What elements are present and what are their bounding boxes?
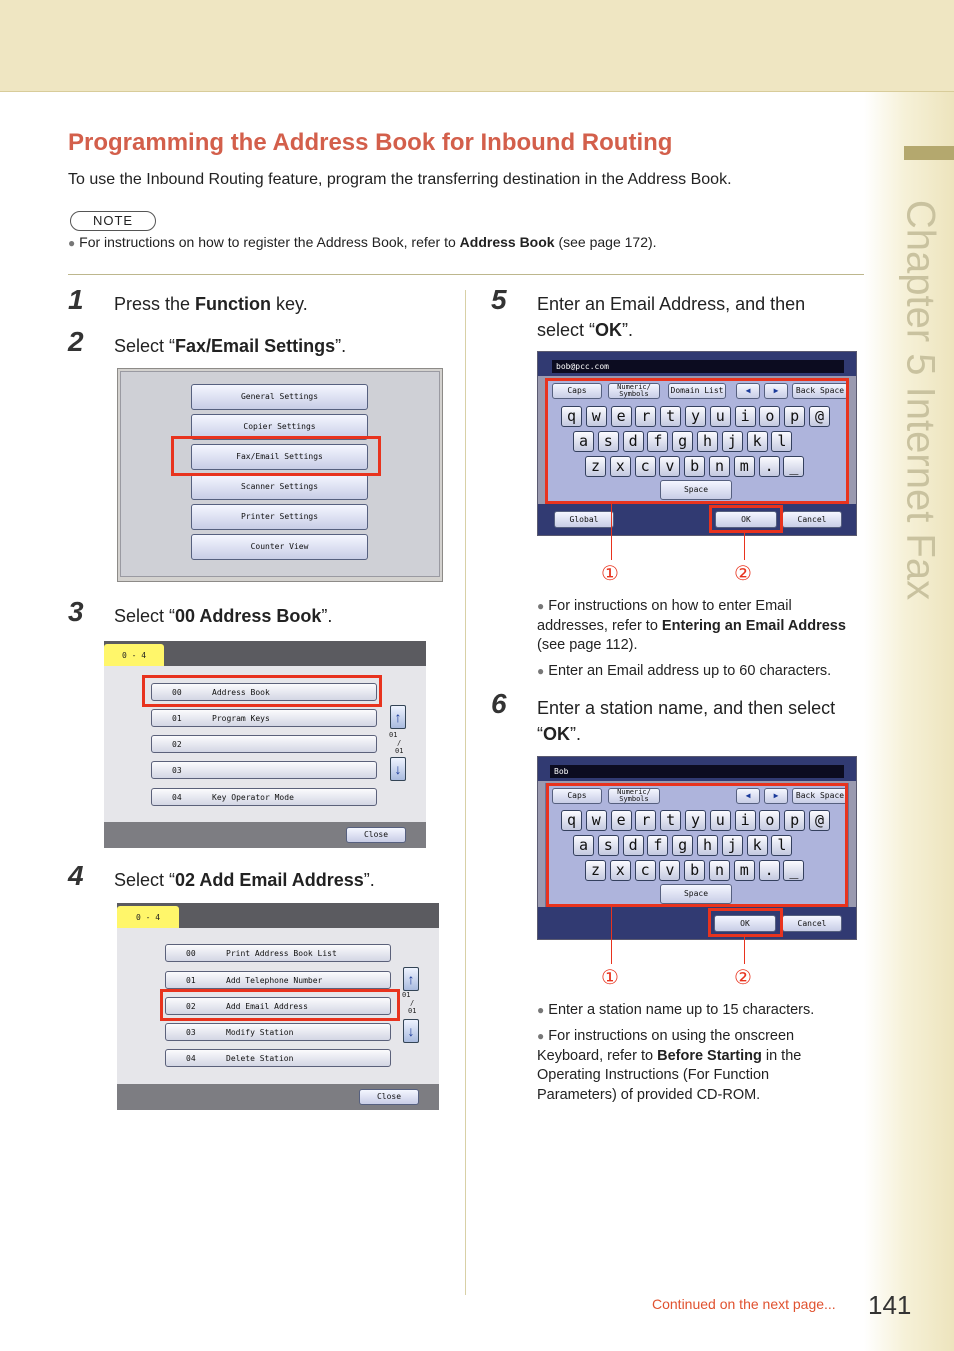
key-l[interactable]: l	[771, 835, 792, 856]
key-h[interactable]: h	[697, 835, 718, 856]
key-underscore[interactable]: _	[783, 860, 804, 881]
step-text: Select “Fax/Email Settings”.	[114, 336, 347, 356]
key-m[interactable]: m	[734, 860, 755, 881]
key-at[interactable]: @	[809, 810, 830, 831]
key-b[interactable]: b	[684, 456, 705, 477]
key-v[interactable]: v	[659, 860, 680, 881]
right-arrow-icon[interactable]: ▶	[764, 383, 788, 399]
key-u[interactable]: u	[710, 406, 731, 427]
key-j[interactable]: j	[722, 835, 743, 856]
key-r[interactable]: r	[635, 406, 656, 427]
domain-list-button[interactable]: Domain List	[668, 383, 726, 399]
highlight-box	[142, 675, 382, 707]
list-item[interactable]: 02 Add Email Address	[165, 997, 391, 1015]
space-button[interactable]: Space	[660, 884, 732, 904]
key-period[interactable]: .	[759, 860, 780, 881]
key-p[interactable]: p	[784, 406, 805, 427]
list-item[interactable]: 00 Address Book	[151, 683, 377, 701]
key-g[interactable]: g	[672, 835, 693, 856]
key-w[interactable]: w	[586, 810, 607, 831]
range-tab[interactable]: 0 - 4	[117, 906, 179, 928]
highlight-box	[709, 505, 783, 533]
key-at[interactable]: @	[809, 406, 830, 427]
key-s[interactable]: s	[598, 835, 619, 856]
scroll-up-icon[interactable]: ↑	[403, 967, 419, 991]
menu-counter-view[interactable]: Counter View	[191, 534, 368, 560]
step-number: 1	[68, 284, 84, 315]
key-f[interactable]: f	[647, 835, 668, 856]
step-number: 4	[68, 860, 84, 891]
key-w[interactable]: w	[586, 406, 607, 427]
cancel-button[interactable]: Cancel	[782, 915, 842, 932]
key-e[interactable]: e	[611, 406, 632, 427]
callout-1: ①	[601, 563, 619, 585]
page-number: 141	[868, 1290, 912, 1320]
key-i[interactable]: i	[735, 810, 756, 831]
list-item[interactable]: 03 Modify Station	[165, 1023, 391, 1041]
callout-line	[744, 936, 745, 964]
list-item[interactable]: 02	[151, 735, 377, 753]
scroll-up-icon[interactable]: ↑	[390, 705, 406, 729]
key-y[interactable]: y	[685, 810, 706, 831]
key-l[interactable]: l	[771, 431, 792, 452]
key-z[interactable]: z	[585, 860, 606, 881]
menu-fax-email-settings[interactable]: Fax/Email Settings	[191, 444, 368, 470]
station-name-input[interactable]: Bob	[550, 765, 844, 778]
function-menu-screenshot	[117, 368, 443, 582]
step-text: Select “00 Address Book”.	[114, 606, 333, 626]
chapter-tab-marker	[904, 146, 954, 160]
list-item[interactable]: 04 Delete Station	[165, 1049, 391, 1067]
key-k[interactable]: k	[747, 431, 768, 452]
note-text: ● For instructions on how to register the Address Book, refer to Address Book (see page 172).	[68, 234, 657, 250]
step-number: 2	[68, 326, 84, 357]
key-n[interactable]: n	[709, 860, 730, 881]
scroll-down-icon[interactable]: ↓	[390, 757, 406, 781]
note-item: ● For instructions on how to enter Email addresses, refer to Entering an Email Address (see page 112).	[537, 598, 846, 653]
caps-button[interactable]: Caps	[552, 383, 602, 399]
step-text: Enter a station name, and then select “OK”.	[537, 698, 836, 744]
continued-note: Continued on the next page...	[652, 1296, 836, 1312]
list-item[interactable]: 00 Print Address Book List	[165, 944, 391, 962]
backspace-button[interactable]: Back Space	[792, 383, 848, 399]
intro-text: To use the Inbound Routing feature, program the transferring destination in the Address Book.	[68, 171, 732, 188]
key-i[interactable]: i	[735, 406, 756, 427]
key-q[interactable]: q	[561, 406, 582, 427]
step-text: Select “02 Add Email Address”.	[114, 870, 375, 890]
note-item: ● Enter an Email address up to 60 characters.	[537, 663, 832, 679]
step-number: 5	[491, 284, 507, 315]
list-item[interactable]: 01 Add Telephone Number	[165, 971, 391, 989]
menu-printer-settings[interactable]: Printer Settings	[191, 504, 368, 530]
right-arrow-icon[interactable]: ▶	[764, 788, 788, 804]
key-f[interactable]: f	[647, 431, 668, 452]
fax-email-settings-screenshot: 0 - 4 00 Address Book 01 Program Keys 02 03 04 Key Operator Mode ↑ 01 / 01 ↓ Close	[104, 641, 426, 848]
numeric-symbols-button[interactable]: Numeric/ Symbols	[608, 383, 660, 399]
callout-2: ②	[734, 967, 752, 989]
section-title: Programming the Address Book for Inbound Routing	[68, 129, 673, 156]
list-item[interactable]: 03	[151, 761, 377, 779]
key-u[interactable]: u	[710, 810, 731, 831]
key-r[interactable]: r	[635, 810, 656, 831]
highlight-box	[171, 436, 381, 476]
global-button[interactable]: Global	[554, 511, 614, 528]
step-number: 3	[68, 596, 84, 627]
left-arrow-icon[interactable]: ◀	[736, 383, 760, 399]
step-text: Enter an Email Address, and then select “OK”.	[537, 294, 806, 340]
step-number: 6	[491, 688, 507, 719]
divider	[68, 274, 864, 275]
note-item: ● For instructions on using the onscreen Keyboard, refer to Before Starting in the Operating Instructions (For Function Parameters) of provided CD-ROM.	[537, 1028, 802, 1103]
email-keyboard-screenshot	[537, 351, 857, 536]
key-c[interactable]: c	[635, 860, 656, 881]
callout-line	[611, 502, 612, 560]
callout-1: ①	[601, 967, 619, 989]
caps-button[interactable]: Caps	[552, 788, 602, 804]
highlight-box	[160, 989, 400, 1021]
key-a[interactable]: a	[573, 835, 594, 856]
station-keyboard-screenshot	[537, 756, 857, 940]
key-x[interactable]: x	[610, 456, 631, 477]
bullet-icon: ●	[68, 236, 76, 250]
cancel-button[interactable]: Cancel	[782, 511, 842, 528]
menu-general-settings[interactable]: General Settings	[191, 384, 368, 410]
key-m[interactable]: m	[734, 456, 755, 477]
callout-line	[611, 906, 612, 964]
key-q[interactable]: q	[561, 810, 582, 831]
key-a[interactable]: a	[573, 431, 594, 452]
key-s[interactable]: s	[598, 431, 619, 452]
key-e[interactable]: e	[611, 810, 632, 831]
key-o[interactable]: o	[759, 810, 780, 831]
ok-button[interactable]: OK	[714, 915, 776, 932]
key-g[interactable]: g	[672, 431, 693, 452]
key-underscore[interactable]: _	[783, 456, 804, 477]
column-divider	[465, 290, 466, 1295]
key-h[interactable]: h	[697, 431, 718, 452]
key-t[interactable]: t	[660, 810, 681, 831]
close-button[interactable]: Close	[359, 1089, 419, 1105]
scroll-down-icon[interactable]: ↓	[403, 1019, 419, 1043]
key-j[interactable]: j	[722, 431, 743, 452]
highlight-box	[708, 908, 783, 937]
key-k[interactable]: k	[747, 835, 768, 856]
key-z[interactable]: z	[585, 456, 606, 477]
chapter-label: Chapter 5 Internet Fax	[898, 199, 943, 601]
step-text: Press the Function key.	[114, 294, 308, 314]
key-b[interactable]: b	[684, 860, 705, 881]
range-tab[interactable]: 0 - 4	[104, 644, 164, 666]
key-t[interactable]: t	[660, 406, 681, 427]
key-o[interactable]: o	[759, 406, 780, 427]
top-band	[0, 0, 954, 92]
note-item: ● Enter a station name up to 15 characters.	[537, 1002, 815, 1018]
space-button[interactable]: Space	[660, 480, 732, 500]
menu-copier-settings[interactable]: Copier Settings	[191, 414, 368, 440]
numeric-symbols-button[interactable]: Numeric/ Symbols	[608, 788, 660, 804]
key-n[interactable]: n	[709, 456, 730, 477]
key-p[interactable]: p	[784, 810, 805, 831]
key-d[interactable]: d	[623, 431, 644, 452]
menu-scanner-settings[interactable]: Scanner Settings	[191, 474, 368, 500]
key-y[interactable]: y	[685, 406, 706, 427]
list-item[interactable]: 01 Program Keys	[151, 709, 377, 727]
address-book-screenshot: 0 - 4 00 Print Address Book List 01 Add Telephone Number 02 Add Email Address 03 Modify Station 04 Delete Station ↑ 01 / 01 ↓ Close	[117, 903, 439, 1110]
key-c[interactable]: c	[635, 456, 656, 477]
key-period[interactable]: .	[759, 456, 780, 477]
callout-line	[744, 532, 745, 560]
ok-button[interactable]: OK	[715, 511, 777, 528]
close-button[interactable]: Close	[346, 827, 406, 843]
note-badge: NOTE	[70, 211, 156, 231]
left-arrow-icon[interactable]: ◀	[736, 788, 760, 804]
email-input[interactable]: bob@pcc.com	[552, 360, 844, 373]
backspace-button[interactable]: Back Space	[792, 788, 848, 804]
callout-2: ②	[734, 563, 752, 585]
key-d[interactable]: d	[623, 835, 644, 856]
key-v[interactable]: v	[659, 456, 680, 477]
list-item[interactable]: 04 Key Operator Mode	[151, 788, 377, 806]
key-x[interactable]: x	[610, 860, 631, 881]
